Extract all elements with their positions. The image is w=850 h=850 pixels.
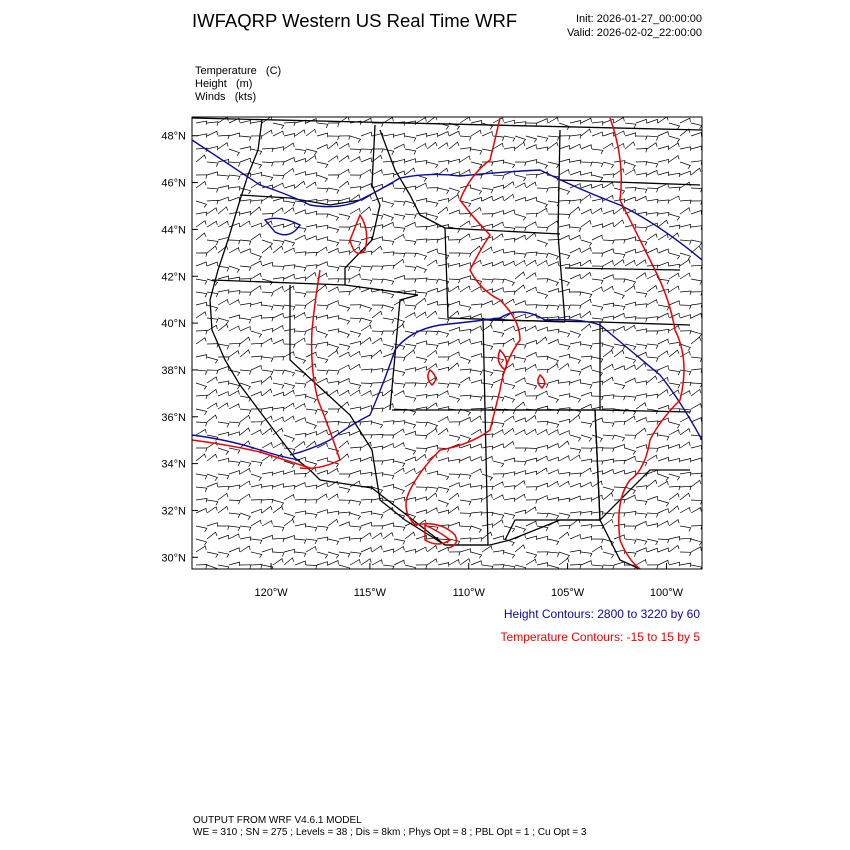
field-label-winds: Winds (kts) [195,91,257,103]
lat-label: 38°N [161,364,186,377]
lon-label: 110°W [452,587,485,599]
height-contour-legend: Height Contours: 2800 to 3220 by 60 [503,607,700,621]
field-label-temperature: Temperature (C) [195,65,282,77]
map-title: IWFAQRP Western US Real Time WRF [192,10,518,31]
lat-label: 30°N [161,552,186,565]
lat-label: 40°N [161,318,186,331]
lat-label: 46°N [161,177,186,190]
lat-label: 32°N [161,505,186,518]
valid-time: Valid: 2026-02-02_22:00:00 [567,27,702,39]
lat-label: 36°N [161,411,186,424]
lat-label: 48°N [161,130,186,143]
model-footer-line1: OUTPUT FROM WRF V4.6.1 MODEL [193,815,362,826]
field-label-height: Height (m) [195,78,253,90]
lon-label: 115°W [353,587,387,599]
wind-barb-icon [196,116,702,571]
map-frame [192,117,702,569]
model-footer-line2: WE = 310 ; SN = 275 ; Levels = 38 ; Dis = 8km ; Phys Opt = 8 ; PBL Opt = 1 ; Cu Opt = 3 [193,827,587,838]
temperature-contour-legend: Temperature Contours: -15 to 15 by 5 [500,630,700,644]
map-plot-area [192,116,702,571]
longitude-axis [254,563,683,599]
temperature-contours [192,118,684,569]
lat-label: 42°N [161,271,186,284]
lat-label: 34°N [161,458,186,471]
lon-label: 120°W [254,587,288,599]
lat-label: 44°N [161,224,186,237]
lon-label: 100°W [649,587,683,599]
latitude-axis [161,131,198,565]
init-time: Init: 2026-01-27_00:00:00 [576,13,702,25]
state-borders [192,118,702,569]
lon-label: 105°W [551,587,585,599]
